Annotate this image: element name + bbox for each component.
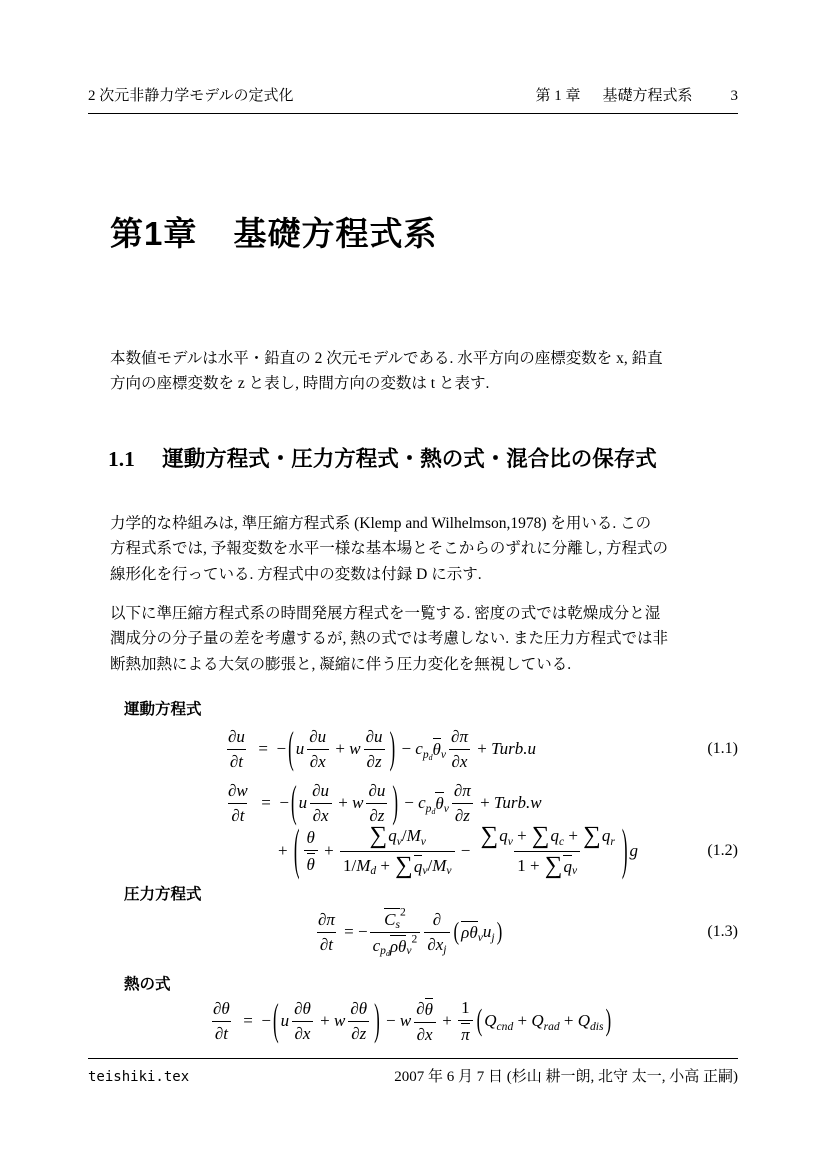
text-line: 潤成分の分子量の差を考慮するが, 熱の式では考慮しない. また圧力方程式では非 [110, 630, 669, 648]
equation-number: (1.3) [707, 923, 738, 940]
text-line: 本数値モデルは水平・鉛直の 2 次元モデルである. 水平方向の座標変数を x, 鉛直 [110, 350, 663, 367]
text-line: 力学的な枠組みは, 準圧縮方程式系 (Klemp and Wilhelmson,1978) を用いる. この [110, 515, 652, 532]
equation-group-label-pressure: 圧力方程式 [124, 886, 202, 903]
equation-group-label-heat: 熱の式 [124, 976, 171, 993]
chapter-heading [110, 208, 438, 255]
text-line: 方程式系では, 予報変数を水平一様な基本場とそこからのずれに分離し, 方程式の [110, 540, 669, 558]
equation-1-2-line2 [110, 818, 738, 884]
page-header [88, 84, 738, 114]
equation-number: (1.2) [707, 842, 738, 859]
intro-paragraph [110, 346, 744, 397]
paragraph-framework [110, 511, 744, 587]
header-chapter-number: 第 1 章 [535, 88, 581, 104]
equation-math: $\frac{\partial w}{\partial t}$ = − ( u $\frac{\partial u}{\partial x}$ + w $\frac{\partial u}{\partial z}$ ) − c p d θ v $\frac{\partial\pi}{\partial z}$ + Turb.w [228, 777, 542, 827]
equation-math: + ( $\frac{\theta}{\theta}$ + ∑ q v / M v 1/ M d + ∑ q v / M v − ∑ q v + ∑ q c + ∑ q r 1 + ∑ q v ) g [278, 818, 638, 881]
text-line: 方向の座標変数を z と表し, 時間方向の変数は t と表す. [110, 375, 490, 393]
section-heading [108, 442, 657, 473]
equation-math: $\frac{\partial\theta}{\partial t}$ = − ( u $\frac{\partial\theta}{\partial x}$ + w $\frac{\partial\theta}{\partial z}$ ) − w ∂ θ ∂x + $\frac{1}{\pi}$ ( Q cnd + Q rad + Q dis ) [213, 995, 612, 1045]
section-title: 運動方程式・圧力方程式・熱の式・混合比の保存式 [162, 447, 657, 471]
equation-math: $\frac{\partial u}{\partial t}$ = − ( u $\frac{\partial u}{\partial x}$ + w $\frac{\partial u}{\partial z}$ ) − c p d θ v $\frac{\partial\pi}{\partial x}$ + Turb.u [228, 723, 536, 773]
equation-heat [110, 990, 738, 1052]
footer-date-authors: 2007 年 6 月 7 日 (杉山 耕一朗, 北守 太一, 小高 正嗣) [394, 1069, 738, 1085]
equation-number: (1.1) [707, 740, 738, 757]
header-chapter-title: 基礎方程式系 [602, 88, 693, 104]
text-line: 線形化を行っている. 方程式中の変数は付録 D に示す. [110, 565, 482, 583]
paragraph-overview [110, 601, 744, 677]
section-number: 1.1 [108, 447, 135, 471]
footer-filename: teishiki.tex [88, 1069, 190, 1085]
equation-math: $\frac{\partial\pi}{\partial t}$ = − C s 2 c p d ρ θ v 2 ∂ ∂x j ( ρ θ v u j ) [318, 905, 503, 959]
text-line: 断熱加熱による大気の膨張と, 凝縮に伴う圧力変化を無視している. [110, 655, 572, 673]
text-line: 以下に準圧縮方程式系の時間発展方程式を一覧する. 密度の式では乾燥成分と湿 [110, 605, 661, 622]
equation-1-3 [110, 898, 738, 966]
chapter-title: 基礎方程式系 [233, 215, 438, 252]
header-left-title: 2 次元非静力学モデルの定式化 [88, 88, 294, 104]
header-right [535, 84, 738, 105]
chapter-number: 第1章 [110, 215, 198, 252]
equation-group-label-momentum: 運動方程式 [124, 701, 202, 718]
equation-1-1 [110, 720, 738, 778]
page-footer [88, 1058, 738, 1086]
page-number: 3 [730, 88, 738, 104]
